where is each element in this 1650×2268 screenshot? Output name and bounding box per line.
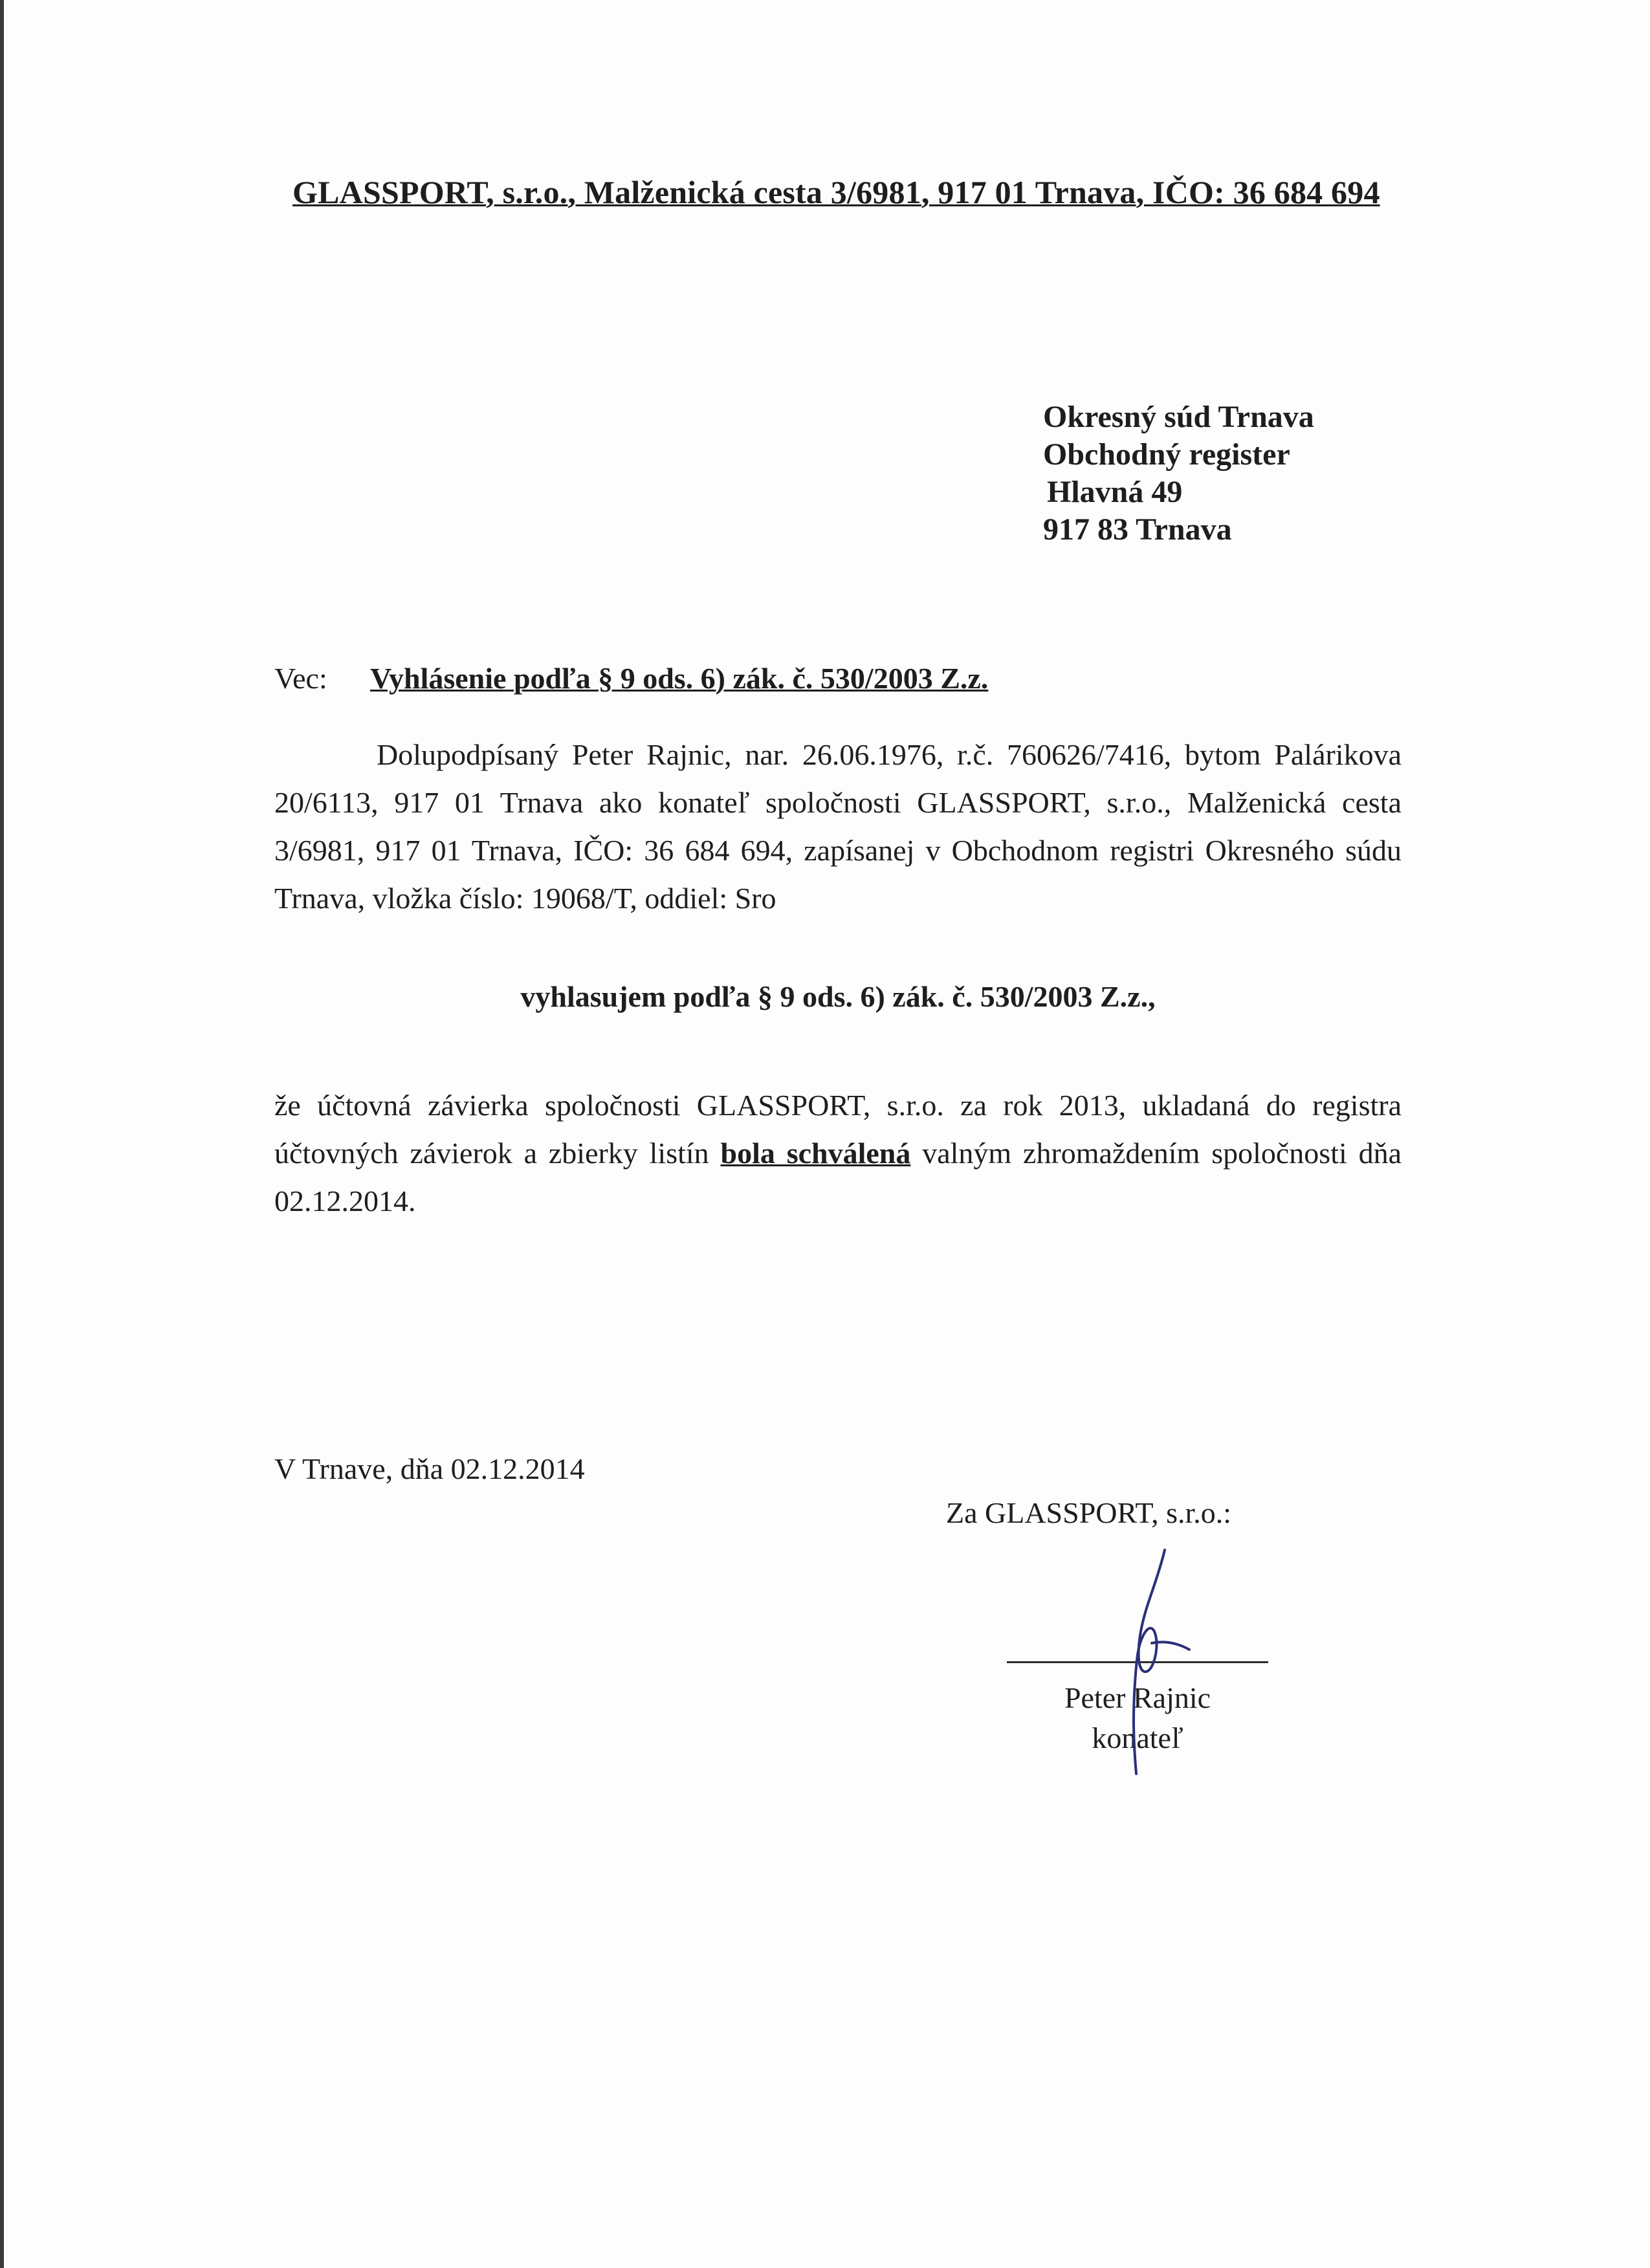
subject-line — [274, 661, 988, 695]
paragraph-2-text-end: valným zhromaždením spoločnosti dňa 02.12.2014. — [274, 1137, 1402, 1217]
approved-emphasis: bola schválená — [720, 1137, 911, 1170]
signer-name: Peter Rajnic — [1064, 1681, 1211, 1714]
body-paragraph-1: Dolupodpísaný Peter Rajnic, nar. 26.06.1976, r.č. 760626/7416, bytom Palárikova 20/6113, 917 01 Trnava ako konateľ spoločnosti GLASSPORT, s.r.o., Malženická cesta 3/6981, 917 01 Trnava, IČO: 36 684 694, zapísanej v Obchodnom registri Okresného súdu Trnava, vložka číslo: 19068/T, oddiel: Sro — [274, 738, 1402, 915]
addressee-line-1: Okresný súd Trnava — [1043, 400, 1314, 434]
declaration-line: vyhlasujem podľa § 9 ods. 6) zák. č. 530/2003 Z.z., — [520, 980, 1156, 1013]
on-behalf-of: Za GLASSPORT, s.r.o.: — [946, 1496, 1232, 1529]
company-header: GLASSPORT, s.r.o., Malženická cesta 3/6981, 917 01 Trnava, IČO: 36 684 694 — [292, 174, 1380, 210]
paragraph-2-text-start: že účtovná závierka spoločnosti GLASSPORT, s.r.o. za rok 2013, ukladaná do registra účtovných závierok a zbierky listín — [274, 1089, 1402, 1170]
addressee-line-4: 917 83 Trnava — [1043, 512, 1232, 547]
subject-label: Vec: — [274, 662, 327, 695]
place-and-date: V Trnave, dňa 02.12.2014 — [274, 1452, 585, 1485]
scan-edge — [0, 0, 4, 2268]
addressee-block — [1043, 398, 1314, 549]
addressee-line-3: Hlavná 49 — [1047, 475, 1183, 509]
handwritten-signature — [1087, 1546, 1216, 1779]
subject-value: Vyhlásenie podľa § 9 ods. 6) zák. č. 530/2003 Z.z. — [370, 662, 989, 695]
addressee-line-2: Obchodný register — [1043, 437, 1290, 472]
signer-role: konateľ — [1092, 1721, 1183, 1754]
body-paragraph-2 — [274, 1082, 1402, 1225]
